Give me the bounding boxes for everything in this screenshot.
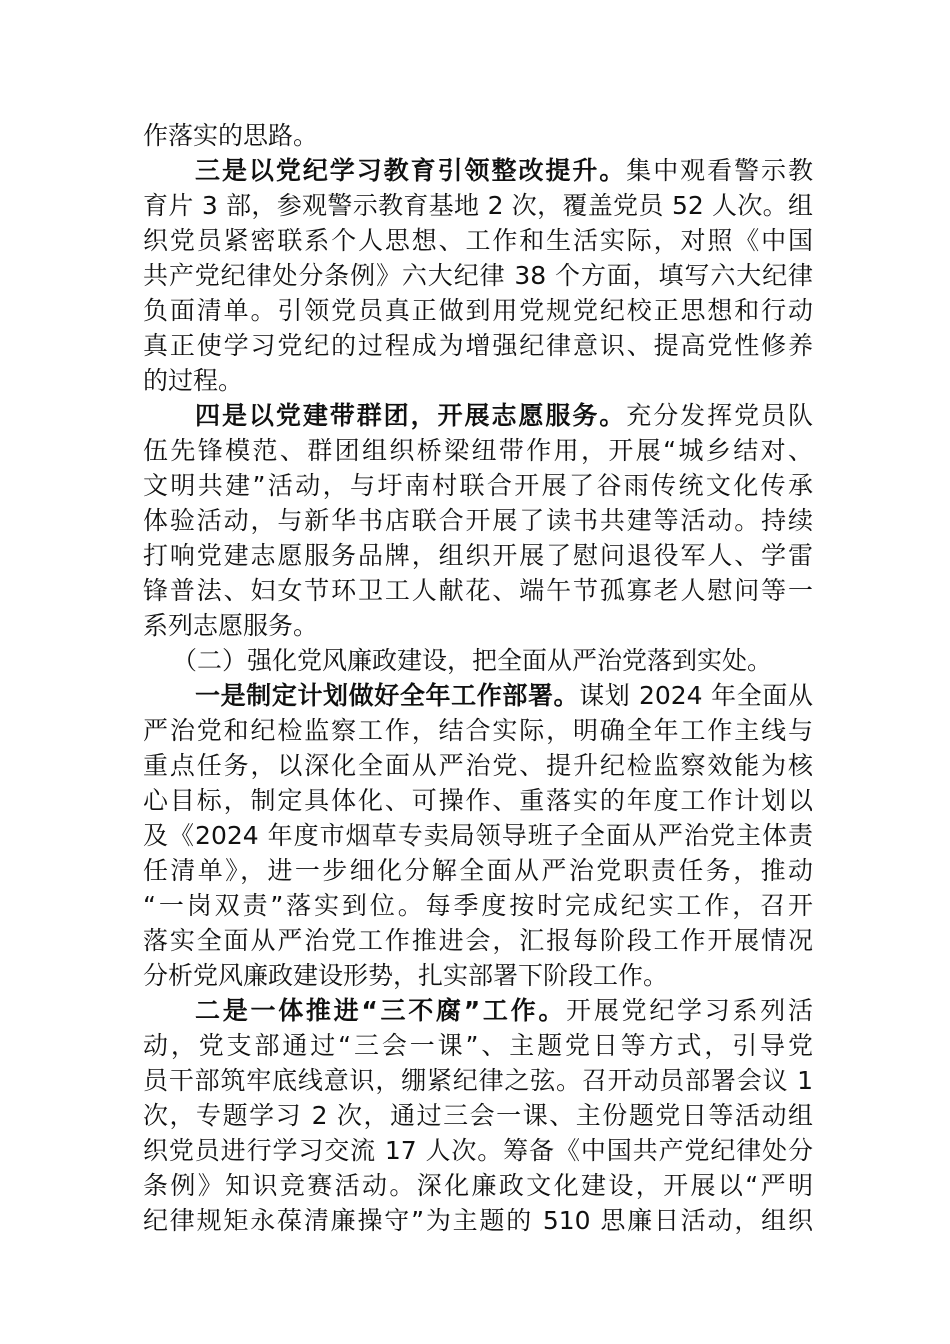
- text-line: 文明共建”活动，与圩南村联合开展了谷雨传统文化传承: [143, 471, 813, 500]
- paragraph-heading-line: 一是制定计划做好全年工作部署。谋划 2024 年全面从: [195, 681, 813, 710]
- paragraph-heading: 二是一体推进“三不腐”工作。: [195, 996, 567, 1025]
- paragraph-heading: 四是以党建带群团，开展志愿服务。: [195, 401, 627, 430]
- text-line: 条例》知识竞赛活动。深化廉政文化建设，开展以“严明: [143, 1171, 813, 1200]
- text-line: 打响党建志愿服务品牌，组织开展了慰问退役军人、学雷: [143, 541, 813, 570]
- paragraph-heading-line: 四是以党建带群团，开展志愿服务。充分发挥党员队: [195, 401, 813, 430]
- paragraph-heading-line: 二是一体推进“三不腐”工作。开展党纪学习系列活: [195, 996, 813, 1025]
- text-line: 任清单》，进一步细化分解全面从严治党职责任务，推动: [143, 856, 813, 885]
- text-line: 共产党纪律处分条例》六大纪律 38 个方面，填写六大纪律: [143, 261, 813, 290]
- text-line: 及《2024 年度市烟草专卖局领导班子全面从严治党主体责: [143, 821, 813, 850]
- paragraph-heading-line: 三是以党纪学习教育引领整改提升。集中观看警示教: [195, 156, 813, 185]
- text-line: 分析党风廉政建设形势，扎实部署下阶段工作。: [143, 961, 669, 990]
- text-line: 员干部筑牢底线意识，绷紧纪律之弦。召开动员部署会议 1: [143, 1066, 813, 1095]
- text-line: 次，专题学习 2 次，通过三会一课、主份题党日等活动组: [143, 1101, 813, 1130]
- text-line: 落实全面从严治党工作推进会，汇报每阶段工作开展情况: [143, 926, 813, 955]
- text-line: 真正使学习党纪的过程成为增强纪律意识、提高党性修养: [143, 331, 813, 360]
- section-subheading: （二）强化党风廉政建设，把全面从严治党落到实处。: [172, 646, 773, 675]
- paragraph-heading: 三是以党纪学习教育引领整改提升。: [195, 156, 627, 185]
- text-line: “一岗双责”落实到位。每季度按时完成纪实工作，召开: [143, 891, 813, 920]
- text-line: 织党员紧密联系个人思想、工作和生活实际，对照《中国: [143, 226, 813, 255]
- text-line: 系列志愿服务。: [143, 611, 319, 640]
- text-line: 育片 3 部，参观警示教育基地 2 次，覆盖党员 52 人次。组: [143, 191, 813, 220]
- text-line: 心目标，制定具体化、可操作、重落实的年度工作计划以: [143, 786, 813, 815]
- text-line: 体验活动，与新华书店联合开展了读书共建等活动。持续: [143, 506, 813, 535]
- text-line: 动，党支部通过“三会一课”、主题党日等方式，引导党: [143, 1031, 813, 1060]
- text-line: 负面清单。引领党员真正做到用党规党纪校正思想和行动: [143, 296, 813, 325]
- text-line: 作落实的思路。: [143, 121, 319, 150]
- text-line: 严治党和纪检监察工作，结合实际，明确全年工作主线与: [143, 716, 813, 745]
- text-line: 纪律规矩永葆清廉操守”为主题的 510 思廉日活动，组织: [143, 1206, 813, 1235]
- paragraph-heading: 一是制定计划做好全年工作部署。: [195, 681, 580, 710]
- text-line: 锋普法、妇女节环卫工人献花、端午节孤寡老人慰问等一: [143, 576, 813, 605]
- text-line: 的过程。: [143, 366, 244, 395]
- text-line: 重点任务，以深化全面从严治党、提升纪检监察效能为核: [143, 751, 813, 780]
- text-line: 织党员进行学习交流 17 人次。筹备《中国共产党纪律处分: [143, 1136, 813, 1165]
- text-line: 伍先锋模范、群团组织桥梁纽带作用，开展“城乡结对、: [143, 436, 813, 465]
